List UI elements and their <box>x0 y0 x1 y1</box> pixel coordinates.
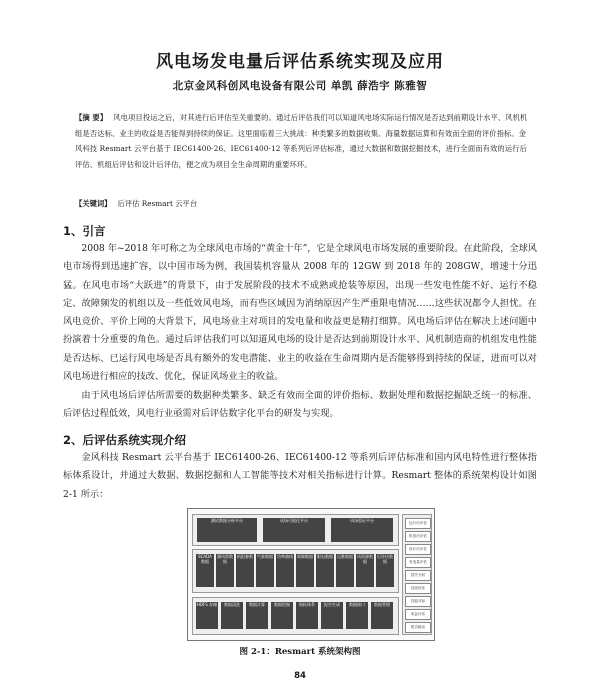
figure-block: 气象数据 <box>256 554 274 587</box>
figure-block: 测试数据分析平台 <box>197 518 257 542</box>
abstract-label: 【摘 要】 <box>75 113 108 122</box>
figure-block: 运维数据 <box>336 554 354 587</box>
figure-block: 风场可视化平台 <box>263 518 325 542</box>
figure-side-item: 发电量评估 <box>405 557 431 568</box>
paragraph: 由于风电场后评估所需要的数据种类繁多、缺乏有效而全面的评价指标、数据处理和数据挖掘缺乏统一的标准、后评估过程低效，风电行业亟需对后评估数字化平台的研发与实现。 <box>63 390 537 420</box>
figure-block: 数据管理 <box>371 602 393 629</box>
figure-side-item: 设计后评估 <box>405 544 431 555</box>
figure-block: 数据计算 <box>246 602 268 629</box>
figure-side-item: 运行后评估 <box>405 518 431 529</box>
figure-application-layer <box>192 514 399 546</box>
figure-side-item: 收益评估 <box>405 609 431 620</box>
paragraph: 2008 年~2018 年可称之为全球风电市场的“黄金十年”，它是全球风电市场发展的重要阶段。在此阶段，全球风电市场得到迅速扩容，以中国市场为例，我国装机容量从 2008 年的 12GW 到 2018 年的 208GW，增速十分迅猛。在风电市场“大跃进”的背景下，由于发展阶段的技术不成熟或抢装等原因，出现一些发电性能不好、运行不稳定、故障频发的机组以及一些低效风电场，而有些区域因为消纳原因产生严重限电情况……这些状况都令人担忧。在风电竞价、平价上网的大背景下，风电场业主对项目的发电量和收益更是精打细算。风电场后评估在解决上述问题中扮演着十分重要的角色。通过后评估我们可以知道风电场的设计是否达到前期设计水平、风机制造商的机组发电性能是否达标、已运行风电场是否具有额外的发电潜能、业主的收益在生命周期内是否能够得到持续的保证，进而可以对风电场进行相应的技改、优化，保证风场业主的收益。 <box>63 243 537 383</box>
figure-block: 风资源数据 <box>356 554 374 587</box>
figure-block: 数据清洗 <box>221 602 243 629</box>
figure-block: 机组参数 <box>236 554 254 587</box>
section-heading-introduction: 1、引言 <box>63 224 106 238</box>
figure-side-item: 报告输出 <box>405 622 431 633</box>
figure-side-item: 机组后评估 <box>405 531 431 542</box>
figure-platform-layer <box>192 597 399 635</box>
abstract <box>75 110 530 173</box>
figure-data-layer <box>192 549 399 593</box>
figure-block: 数据挖掘 <box>271 602 293 629</box>
figure-block: 功率曲线 <box>276 554 294 587</box>
page-number: 84 <box>294 671 306 681</box>
figure-block: 数据接口 <box>346 602 368 629</box>
figure-block: 测风塔数据 <box>216 554 234 587</box>
section-heading-system-implementation: 2、后评估系统实现介绍 <box>63 433 187 447</box>
architecture-figure <box>187 508 435 641</box>
figure-block: SCADA 数据 <box>196 554 214 587</box>
author-line: 北京金风科创风电设备有限公司 单凯 薛浩宇 陈雅智 <box>172 80 428 92</box>
figure-side-panel <box>402 514 432 635</box>
figure-block: 限电数据 <box>316 554 334 587</box>
keywords-label: 【关键词】 <box>75 199 112 208</box>
figure-block: 后评估数据 <box>376 554 394 587</box>
abstract-text: 风电项目投运之后，对其进行后评估至关重要的。通过后评估我们可以知道风电场实际运行情况是否达到前期设计水平、风机机组是否达标、业主的收益是否能得到持续的保证。这里面临着三大挑战：种类繁多的数据收集、海量数据运算和有效而全面的评价指标。金风科技 Resmart 云平台基于 IEC61400-26、IEC61400-12 等系列后评估标准，通过大数据和数据挖掘技术，进行全面而有效的运行后评估、机组后评估和设计后评估，便之成为项目全生命周期的重要环环。 <box>75 113 528 170</box>
figure-block: HDFS 存储 <box>196 602 218 629</box>
figure-block: 指标体系 <box>296 602 318 629</box>
figure-side-item: 损失分析 <box>405 570 431 581</box>
keywords <box>75 197 530 211</box>
figure-block: 报告生成 <box>321 602 343 629</box>
figure-side-item: 性能对标 <box>405 596 431 607</box>
paragraph: 金风科技 Resmart 云平台基于 IEC61400-26、IEC61400-12 等系列后评估标准和国内风电特性进行整体指标体系设计，并通过大数据、数据挖掘和人工智能等技术对相关指标进行计算。Resmart 整体的系统架构设计如图 2-1 所示： <box>63 452 537 500</box>
figure-side-item: 技改优化 <box>405 583 431 594</box>
figure-block: 故障数据 <box>296 554 314 587</box>
keywords-text: 后评估 Resmart 云平台 <box>117 199 198 208</box>
figure-caption: 图 2-1：Resmart 系统架构图 <box>239 647 361 657</box>
figure-block: 风场验证平台 <box>331 518 393 542</box>
paper-title: 风电场发电量后评估系统实现及应用 <box>156 52 444 72</box>
